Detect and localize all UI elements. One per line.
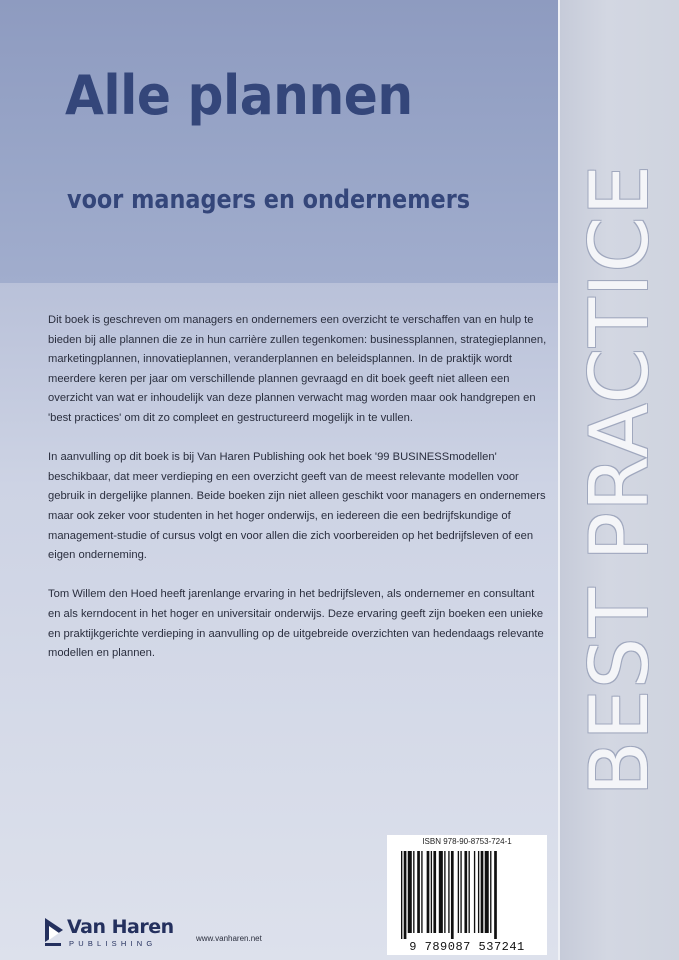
publisher-website: www.vanharen.net	[196, 934, 262, 943]
header-band	[0, 0, 560, 283]
blurb-paragraph-3: Tom Willem den Hoed heeft jarenlange ervaring in het bedrijfsleven, als ondernemer en consultant en als kerndocent in het hoger en universitair onderwijs. Deze ervaring geeft zijn boeken een unieke en praktijkgerichte verdieping in aanvulling op de uitgebreide overzichten van hedendaags relevante modellen en plannen.	[48, 588, 544, 660]
barcode-box	[387, 835, 547, 955]
page-subtitle: voor managers en ondernemers	[67, 185, 471, 215]
page-title: Alle plannen	[65, 64, 413, 127]
publisher-name: Van Haren	[67, 916, 174, 938]
van-haren-logo-icon	[45, 918, 65, 948]
spine-divider	[558, 0, 560, 960]
publisher-logo	[45, 914, 185, 954]
spine-series-title: BEST PRACTICE	[573, 163, 666, 797]
publisher-sub: PUBLISHING	[69, 939, 157, 948]
isbn-label: ISBN 978-90-8753-724-1	[422, 837, 512, 846]
barcode-icon	[401, 851, 533, 939]
blurb-text	[48, 311, 548, 683]
barcode-digits: 9 789087 537241	[409, 940, 525, 954]
blurb-paragraph-1: Dit boek is geschreven om managers en ondernemers een overzicht te verschaffen van en hulp te bieden bij alle plannen die ze in hun carrière zullen tegenkomen: businessplannen, strategieplannen, marketingplannen, innovatieplannen, veranderplannen en beleidsplannen. In de praktijk wordt meerdere keren per jaar om verschillende plannen gevraagd en dit boek geeft niet alleen een overzicht van wat er inhoudelijk van deze plannen verwacht mag worden maar ook handgrepen en 'best practices' om dit zo compleet en gestructureerd mogelijk in te vullen.	[48, 314, 547, 424]
blurb-paragraph-2: In aanvulling op dit boek is bij Van Haren Publishing ook het boek '99 BUSINESSmodellen' beschikbaar, dat meer verdieping en een overzicht geeft van de meest relevante modellen voor gebruik in dergelijke plannen. Beide boeken zijn niet alleen geschikt voor managers en ondernemers maar ook zeker voor studenten in het hoger onderwijs, en iedereen die een bedrijfskundige of management-studie of cursus volgt en voor allen die zich voorbereiden op het bedrijfsleven of een eigen onderneming.	[48, 451, 546, 562]
